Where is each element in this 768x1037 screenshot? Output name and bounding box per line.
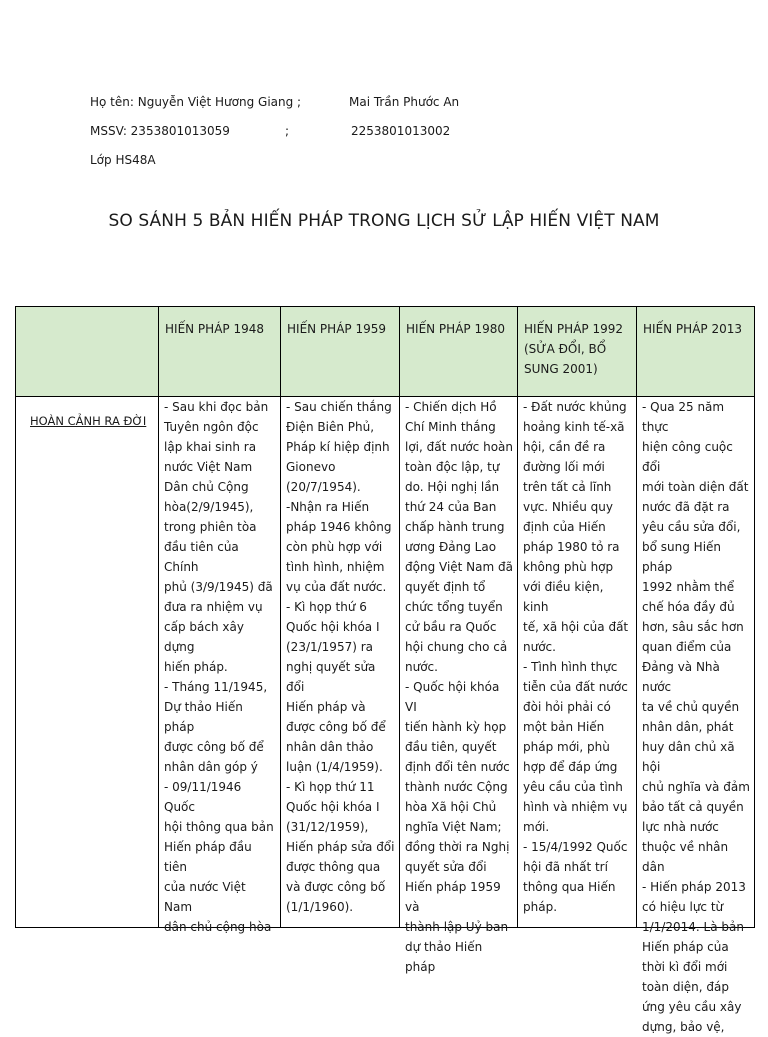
cell-line: Gionevo — [286, 460, 336, 474]
cell-line: (20/7/1954). — [286, 480, 361, 494]
cell-line: - Tháng 11/1945, — [164, 680, 268, 694]
cell-line: tế, xã hội của đất — [523, 620, 629, 634]
cell-line: Dân chủ Cộng — [164, 480, 249, 494]
cell-line: đường lối mới — [523, 460, 605, 474]
cell-1959 — [281, 397, 400, 928]
cell-line: chế hóa đầy đủ — [642, 600, 735, 614]
cell-line: - Hiến pháp 2013 — [642, 880, 746, 894]
cell-line: (31/12/1959), — [286, 820, 369, 834]
cell-line: hiến pháp. — [164, 660, 228, 674]
cell-line: Quốc hội khóa I — [286, 620, 380, 634]
cell-line: quyết sửa đổi — [405, 860, 487, 874]
cell-line: mới. — [523, 820, 550, 834]
row-label-cell — [16, 397, 159, 928]
cell-line: nghĩa Việt Nam; — [405, 820, 502, 834]
cell-1992 — [518, 397, 637, 928]
table-header-row — [16, 307, 755, 397]
cell-line: tiễn của đất nước — [523, 680, 628, 694]
cell-line: - Đất nước khủng — [523, 400, 627, 414]
cell-line: (1/1/1960). — [286, 900, 354, 914]
cell-line: nước Việt Nam — [164, 460, 253, 474]
cell-line: tình hình, nhiệm — [286, 560, 385, 574]
header-cell-1959: HIẾN PHÁP 1959 — [281, 307, 400, 397]
header-cell-2013: HIẾN PHÁP 2013 — [637, 307, 755, 397]
cell-line: dựng, bảo vệ, — [642, 1020, 725, 1034]
cell-line: - 15/4/1992 Quốc — [523, 840, 628, 854]
cell-line: vụ của đất nước. — [286, 580, 387, 594]
cell-line: Dự thảo Hiến pháp — [164, 700, 243, 734]
student-id-2: 2253801013002 — [351, 124, 451, 138]
cell-line: đưa ra nhiệm vụ — [164, 600, 263, 614]
cell-line: Quốc hội khóa I — [286, 800, 380, 814]
row-label: HOÀN CẢNH RA ĐỜI — [30, 414, 147, 428]
cell-line: - Quốc hội khóa VI — [405, 680, 500, 714]
cell-line: pháp 1980 tỏ ra — [523, 540, 620, 554]
cell-line: nhân dân thảo — [286, 740, 374, 754]
cell-line: hình và nhiệm vụ — [523, 800, 628, 814]
cell-line: nghị quyết sửa đổi — [286, 660, 376, 694]
cell-1948 — [159, 397, 281, 934]
cell-line: đồng thời ra Nghị — [405, 840, 510, 854]
cell-line: nước đã đặt ra — [642, 500, 730, 514]
cell-line: chức tổng tuyển — [405, 600, 503, 614]
cell-line: dự thảo Hiến pháp — [405, 940, 483, 974]
cell-line: Hiến pháp đầu tiên — [164, 840, 252, 874]
page-title: SO SÁNH 5 BẢN HIẾN PHÁP TRONG LỊCH SỬ LẬP HIẾN VIỆT NAM — [108, 211, 660, 231]
cell-line: một bản Hiến — [523, 720, 605, 734]
cell-line: -Nhận ra Hiến — [286, 500, 370, 514]
cell-line: - Kì họp thứ 6 — [286, 600, 367, 614]
cell-line: dân chủ cộng hòa — [164, 920, 272, 934]
cell-line: trên tất cả lĩnh — [523, 480, 612, 494]
cell-line: ứng yêu cầu xây — [642, 1000, 742, 1014]
cell-line: chủ nghĩa và đảm — [642, 780, 750, 794]
cell-line: mới toàn diện đất — [642, 480, 749, 494]
cell-line: Hiến pháp 1959 và — [405, 880, 501, 914]
table-row — [16, 397, 755, 928]
cell-line: nước. — [523, 640, 556, 654]
cell-line: thời kì đổi mới — [642, 960, 728, 974]
student-id: MSSV: 2353801013059 — [90, 124, 230, 138]
class-name: Lớp HS48A — [90, 153, 156, 167]
cell-line: động Việt Nam đã — [405, 560, 513, 574]
cell-line: chấp hành trung — [405, 520, 505, 534]
cell-line: lực nhà nước — [642, 820, 719, 834]
cell-line: lợi, đất nước hoàn — [405, 440, 513, 454]
cell-line: Pháp kí hiệp định — [286, 440, 390, 454]
cell-line: Hiến pháp và — [286, 700, 366, 714]
cell-line: Tuyên ngôn độc — [164, 420, 259, 434]
cell-line: (23/1/1957) ra — [286, 640, 373, 654]
cell-line: hoảng kinh tế-xã — [523, 420, 625, 434]
cell-line: bảo tất cả quyền — [642, 800, 744, 814]
cell-line: - Sau khi đọc bản — [164, 400, 269, 414]
cell-line: hợp để đáp ứng — [523, 760, 618, 774]
cell-line: được thông qua — [286, 860, 381, 874]
cell-line: đòi hỏi phải có — [523, 700, 611, 714]
cell-line: hội, cần đề ra — [523, 440, 606, 454]
cell-line: pháp mới, phù — [523, 740, 610, 754]
cell-line: phủ (3/9/1945) đã — [164, 580, 273, 594]
header-cell-1980: HIẾN PHÁP 1980 — [400, 307, 518, 397]
cell-line: bổ sung Hiến pháp — [642, 540, 722, 574]
comparison-table — [15, 306, 755, 1034]
cell-line: 1/1/2014. Là bản — [642, 920, 744, 934]
cell-line: định đổi tên nước — [405, 760, 510, 774]
cell-line: quyết định tổ — [405, 580, 486, 594]
cell-line: hiện công cuộc đổi — [642, 440, 733, 474]
cell-line: thành nước Cộng — [405, 780, 508, 794]
cell-line: đầu tiên, quyết — [405, 740, 497, 754]
cell-line: - Chiến dịch Hồ — [405, 400, 497, 414]
cell-line: được công bố để — [164, 740, 264, 754]
cell-line: - Tình hình thực — [523, 660, 618, 674]
cell-line: Hiến pháp sửa đổi — [286, 840, 395, 854]
cell-line: còn phù hợp với — [286, 540, 383, 554]
cell-line: hội thông qua bản — [164, 820, 274, 834]
cell-line: yêu cầu sửa đổi, — [642, 520, 741, 534]
cell-line: có hiệu lực từ — [642, 900, 724, 914]
student-id-separator: ; — [285, 124, 290, 138]
cell-line: trong phiên tòa — [164, 520, 257, 534]
cell-line: ương Đảng Lao — [405, 540, 497, 554]
cell-line: cử bầu ra Quốc — [405, 620, 497, 634]
cell-line: ta về chủ quyền — [642, 700, 740, 714]
cell-line: hơn, sâu sắc hơn — [642, 620, 744, 634]
cell-line: toàn diện, đáp — [642, 980, 729, 994]
cell-line: thuộc về nhân dân — [642, 840, 729, 874]
header-cell-1992: HIẾN PHÁP 1992 (SỬA ĐỔI, BỔ SUNG 2001) — [518, 307, 637, 397]
cell-line: hòa Xã hội Chủ — [405, 800, 497, 814]
cell-line: 1992 nhằm thể — [642, 580, 735, 594]
cell-line: cấp bách xây dựng — [164, 620, 244, 654]
cell-line: Hiến pháp của — [642, 940, 729, 954]
cell-line: tiến hành kỳ họp — [405, 720, 507, 734]
cell-line: thành lập Uỷ ban — [405, 920, 509, 934]
cell-line: nước. — [405, 660, 438, 674]
cell-line: thông qua Hiến — [523, 880, 616, 894]
cell-line: không phù hợp — [523, 560, 614, 574]
student-name: Họ tên: Nguyễn Việt Hương Giang ; — [90, 95, 302, 109]
cell-line: - 09/11/1946 Quốc — [164, 780, 242, 814]
cell-line: nhân dân, phát — [642, 720, 734, 734]
cell-line: Chí Minh thắng — [405, 420, 496, 434]
cell-line: yêu cầu của tình — [523, 780, 623, 794]
cell-1980 — [400, 397, 518, 974]
cell-line: vực. Nhiều quy — [523, 500, 613, 514]
cell-line: Đảng và Nhà nước — [642, 660, 720, 694]
cell-line: quan điểm của — [642, 640, 732, 654]
cell-2013 — [637, 397, 755, 1034]
cell-line: Điện Biên Phủ, — [286, 420, 375, 434]
cell-line: nhân dân góp ý — [164, 760, 258, 774]
cell-line: của nước Việt Nam — [164, 880, 246, 914]
cell-line: pháp 1946 không — [286, 520, 392, 534]
cell-line: thứ 24 của Ban — [405, 500, 497, 514]
header-cell-empty — [16, 307, 159, 397]
cell-line: hòa(2/9/1945), — [164, 500, 254, 514]
cell-line: huy dân chủ xã hội — [642, 740, 735, 774]
cell-line: hội chung cho cả — [405, 640, 508, 654]
cell-line: và được công bố — [286, 880, 386, 894]
cell-line: được công bố để — [286, 720, 386, 734]
cell-line: đầu tiên của Chính — [164, 540, 239, 574]
cell-line: lập khai sinh ra — [164, 440, 257, 454]
header-cell-1948: HIẾN PHÁP 1948 — [159, 307, 281, 397]
cell-line: định của Hiến — [523, 520, 606, 534]
cell-line: toàn độc lập, tự — [405, 460, 500, 474]
cell-line: do. Hội nghị lần — [405, 480, 500, 494]
cell-line: hội đã nhất trí — [523, 860, 608, 874]
cell-line: - Qua 25 năm thực — [642, 400, 725, 434]
cell-line: - Sau chiến thắng — [286, 400, 392, 414]
student-name-2: Mai Trần Phước An — [349, 95, 460, 109]
cell-line: - Kì họp thứ 11 — [286, 780, 375, 794]
cell-line: luận (1/4/1959). — [286, 760, 383, 774]
cell-line: với điều kiện, kinh — [523, 580, 604, 614]
cell-line: pháp. — [523, 900, 558, 914]
